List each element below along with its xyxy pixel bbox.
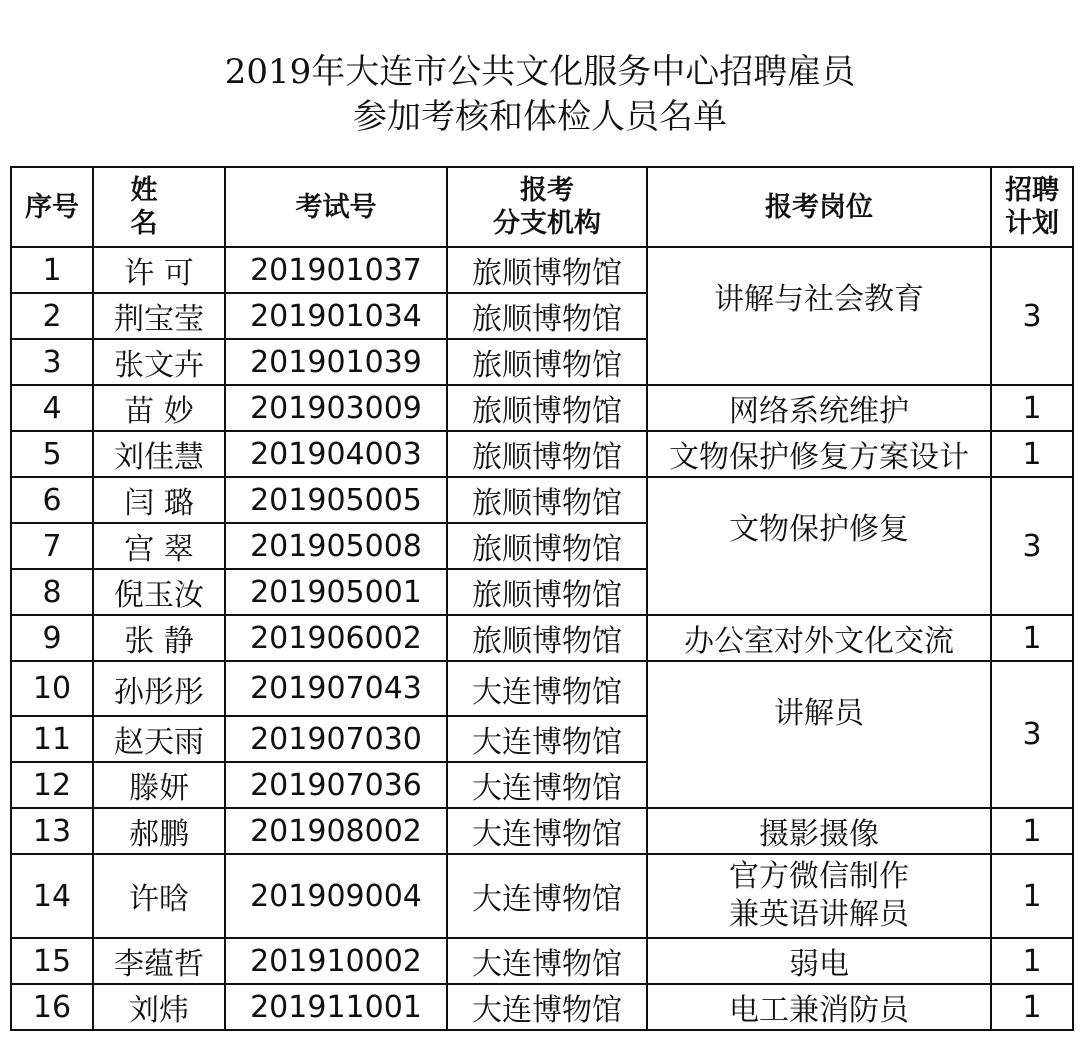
cell-post: 摄影摄像 [647,808,991,854]
cell-exam-no: 201901037 [225,247,447,293]
cell-index: 2 [11,293,93,339]
cell-branch: 旅顺博物馆 [447,431,647,477]
cell-exam-no: 201905001 [225,569,447,615]
cell-name: 宫 翠 [93,523,225,569]
cell-plan: 1 [991,854,1073,938]
table-row [11,477,1073,523]
table-row [11,938,1073,984]
cell-post: 弱电 [647,938,991,984]
cell-branch: 旅顺博物馆 [447,293,647,339]
cell-index: 6 [11,477,93,523]
cell-exam-no: 201907036 [225,762,447,808]
cell-name: 赵天雨 [93,716,225,762]
cell-index: 12 [11,762,93,808]
cell-post: 网络系统维护 [647,385,991,431]
cell-branch: 旅顺博物馆 [447,615,647,661]
cell-post: 讲解与社会教育 [647,247,991,385]
header-branch-line1: 报考 [520,175,574,206]
cell-plan: 1 [991,385,1073,431]
cell-post-line2: 兼英语讲解员 [729,897,909,932]
cell-name: 许 可 [93,247,225,293]
header-post: 报考岗位 [647,167,991,247]
cell-index: 8 [11,569,93,615]
cell-index: 4 [11,385,93,431]
cell-exam-no: 201909004 [225,854,447,938]
cell-name: 张 静 [93,615,225,661]
cell-post: 办公室对外文化交流 [647,615,991,661]
table-row [11,431,1073,477]
cell-name: 闫 璐 [93,477,225,523]
cell-index: 14 [11,854,93,938]
header-plan-line2: 计划 [1005,208,1059,239]
cell-post [647,854,991,938]
cell-name: 刘炜 [93,984,225,1030]
cell-post-line1: 官方微信制作 [729,859,909,894]
document-title-line2: 参加考核和体检人员名单 [353,97,727,137]
cell-branch: 旅顺博物馆 [447,339,647,385]
cell-name: 滕妍 [93,762,225,808]
cell-exam-no: 201903009 [225,385,447,431]
table-header-row [11,167,1073,247]
cell-exam-no: 201906002 [225,615,447,661]
cell-index: 10 [11,661,93,716]
cell-index: 3 [11,339,93,385]
cell-exam-no: 201901039 [225,339,447,385]
cell-name: 张文卉 [93,339,225,385]
cell-index: 11 [11,716,93,762]
cell-name: 许晗 [93,854,225,938]
cell-plan: 1 [991,431,1073,477]
cell-exam-no: 201901034 [225,293,447,339]
cell-post: 文物保护修复 [647,477,991,615]
cell-post: 讲解员 [647,661,991,808]
cell-exam-no: 201905005 [225,477,447,523]
cell-index: 7 [11,523,93,569]
cell-exam-no: 201907030 [225,716,447,762]
document-title-line1: 2019年大连市公共文化服务中心招聘雇员 [224,52,856,92]
cell-branch: 大连博物馆 [447,808,647,854]
cell-branch: 大连博物馆 [447,854,647,938]
table-row [11,385,1073,431]
cell-plan: 1 [991,938,1073,984]
cell-name: 孙彤彤 [93,661,225,716]
header-branch-line2: 分支机构 [493,208,601,239]
header-plan [991,167,1073,247]
header-plan-line1: 招聘 [1005,175,1059,206]
cell-index: 5 [11,431,93,477]
cell-exam-no: 201904003 [225,431,447,477]
header-name: 姓 名 [93,167,225,247]
cell-name: 荆宝莹 [93,293,225,339]
cell-index: 13 [11,808,93,854]
candidate-table [10,166,1074,1031]
cell-name: 刘佳慧 [93,431,225,477]
table-row [11,808,1073,854]
cell-branch: 旅顺博物馆 [447,477,647,523]
cell-name: 郝鹏 [93,808,225,854]
header-index: 序号 [11,167,93,247]
cell-index: 15 [11,938,93,984]
cell-post: 文物保护修复方案设计 [647,431,991,477]
header-exam-no: 考试号 [225,167,447,247]
cell-plan: 3 [991,477,1073,615]
cell-name: 倪玉汝 [93,569,225,615]
cell-index: 16 [11,984,93,1030]
table-row [11,984,1073,1030]
cell-branch: 旅顺博物馆 [447,569,647,615]
cell-post: 电工兼消防员 [647,984,991,1030]
cell-exam-no: 201908002 [225,808,447,854]
cell-branch: 大连博物馆 [447,938,647,984]
cell-plan: 3 [991,661,1073,808]
cell-name: 李蕴哲 [93,938,225,984]
cell-branch: 大连博物馆 [447,762,647,808]
cell-branch: 大连博物馆 [447,716,647,762]
header-branch [447,167,647,247]
cell-exam-no: 201907043 [225,661,447,716]
cell-branch: 旅顺博物馆 [447,247,647,293]
cell-branch: 大连博物馆 [447,661,647,716]
cell-plan: 1 [991,808,1073,854]
cell-name: 苗 妙 [93,385,225,431]
cell-exam-no: 201911001 [225,984,447,1030]
cell-index: 9 [11,615,93,661]
cell-plan: 1 [991,984,1073,1030]
cell-plan: 3 [991,247,1073,385]
cell-branch: 旅顺博物馆 [447,523,647,569]
cell-branch: 大连博物馆 [447,984,647,1030]
cell-exam-no: 201905008 [225,523,447,569]
cell-index: 1 [11,247,93,293]
cell-plan: 1 [991,615,1073,661]
cell-branch: 旅顺博物馆 [447,385,647,431]
table-row [11,247,1073,293]
table-row [11,661,1073,716]
table-row [11,854,1073,938]
cell-exam-no: 201910002 [225,938,447,984]
table-row [11,615,1073,661]
